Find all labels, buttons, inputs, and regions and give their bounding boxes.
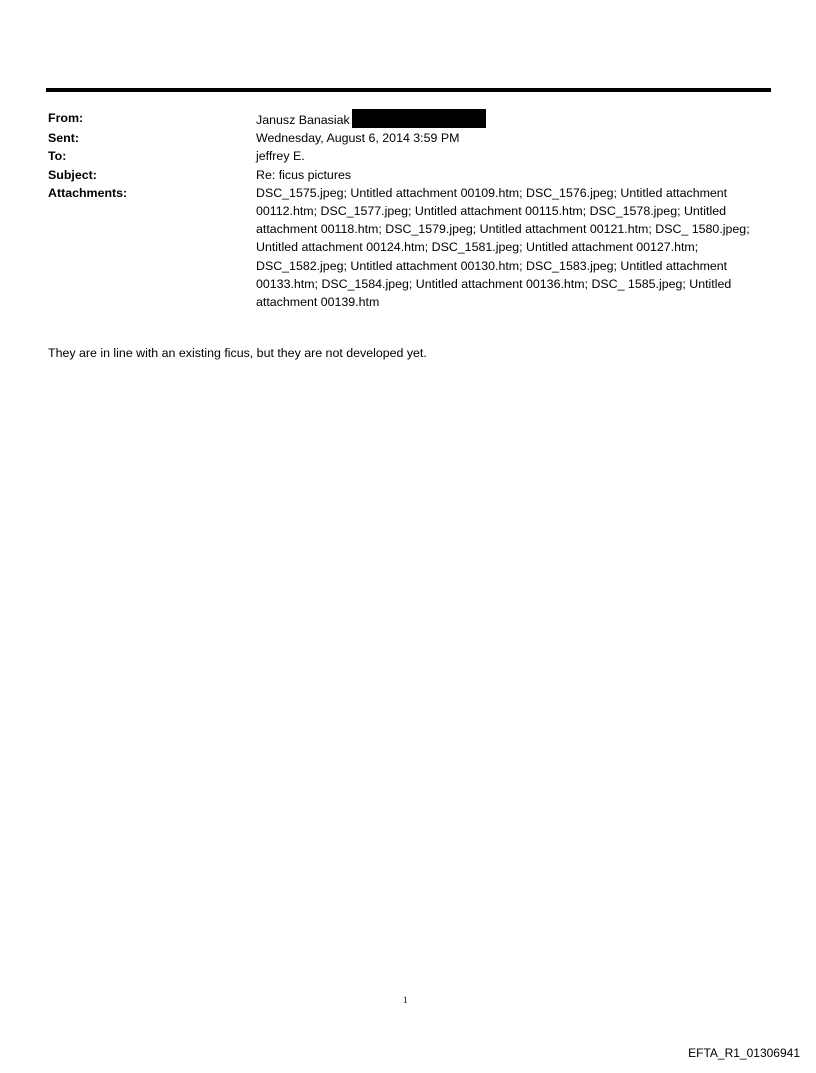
- to-label: To:: [48, 149, 67, 164]
- from-label: From:: [48, 111, 84, 125]
- document-id: EFTA_R1_01306941: [688, 1046, 800, 1060]
- attachments-label: Attachments:: [48, 185, 128, 200]
- page-number: 1: [403, 995, 408, 1005]
- sent-value: Wednesday, August 6, 2014 3:59 PM: [256, 131, 460, 146]
- email-body-text: They are in line with an existing ficus, but they are not developed yet.: [48, 346, 427, 360]
- subject-row: [48, 166, 770, 184]
- to-row: [48, 147, 770, 165]
- from-value-container: [256, 109, 770, 129]
- to-value: jeffrey E.: [256, 149, 305, 164]
- sent-row: [48, 129, 770, 147]
- email-header: [48, 109, 770, 311]
- header-divider: [46, 88, 771, 92]
- from-row: [48, 109, 770, 129]
- sent-label: Sent:: [48, 131, 79, 146]
- subject-value: Re: ficus pictures: [256, 167, 352, 182]
- redaction-block: [352, 109, 486, 128]
- from-value: Janusz Banasiak: [256, 113, 350, 127]
- attachments-row: [48, 184, 770, 311]
- attachments-value: DSC_1575.jpeg; Untitled attachment 00109.htm; DSC_1576.jpeg; Untitled attachment 00112.htm; DSC_1577.jpeg; Untitled attachment 00115.htm; DSC_1578.jpeg; Untitled attachment 00118.htm; DSC_1579.jpeg; Untitled attachment 00121.htm; DSC_ 1580.jpeg; Untitled attachment 00124.htm; DSC_1581.jpeg; Untitled attachment 00127.htm; DSC_1582.jpeg; Untitled attachment 00130.htm; DSC_1583.jpeg; Untitled attachment 00133.htm; DSC_1584.jpeg; Untitled attachment 00136.htm; DSC_ 1585.jpeg; Untitled attachment 00139.htm: [256, 185, 750, 310]
- subject-label: Subject:: [48, 167, 97, 182]
